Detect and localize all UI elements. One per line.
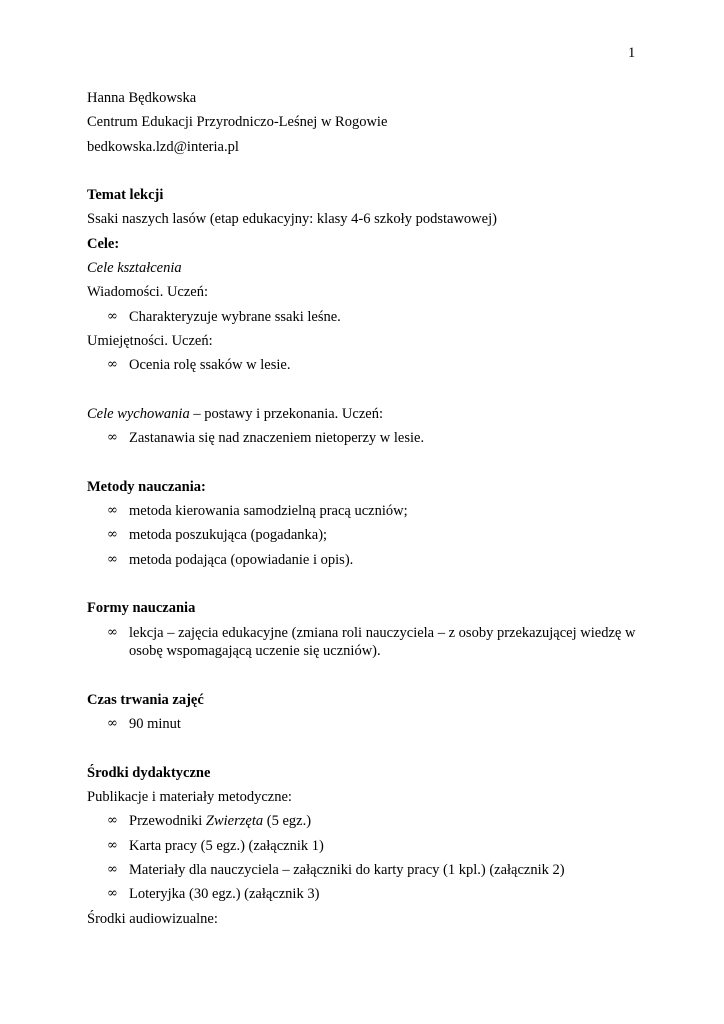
educational-goals-heading: Cele kształcenia (87, 260, 182, 277)
list-item-text: metoda podająca (opowiadanie i opis). (129, 551, 354, 568)
list-item (87, 353, 647, 377)
bullet-icon: ∞ (107, 813, 118, 829)
list-item-text-prefix: Przewodniki (129, 813, 206, 830)
list-item (87, 809, 647, 833)
bullet-icon: ∞ (107, 357, 118, 373)
resources-heading: Środki dydaktyczne (87, 764, 211, 781)
knowledge-label: Wiadomości. Uczeń: (87, 284, 209, 301)
list-item-text-suffix: (5 egz.) (263, 813, 312, 830)
spacer (87, 378, 647, 402)
list-item-text: Karta pracy (5 egz.) (załącznik 1) (129, 837, 324, 854)
list-item-text: Materiały dla nauczyciela – załączniki do karty pracy (1 kpl.) (załącznik 2) (129, 861, 565, 878)
bullet-icon: ∞ (107, 624, 118, 640)
bullet-icon: ∞ (107, 716, 118, 732)
author-institution: Centrum Edukacji Przyrodniczo-Leśnej w Rogowie (87, 114, 388, 131)
bullet-icon: ∞ (107, 308, 118, 324)
list-item (87, 882, 647, 906)
list-item-text-italic: Zwierzęta (205, 813, 264, 830)
list-item (87, 426, 647, 450)
upbringing-goals-heading: Cele wychowania (87, 405, 190, 422)
page-number: 1 (628, 45, 636, 61)
spacer (87, 664, 647, 688)
list-item (87, 548, 647, 572)
list-item-text: 90 minut (129, 716, 181, 733)
topic-heading: Temat lekcji (87, 187, 164, 204)
list-item-text: Loteryjka (30 egz.) (załącznik 3) (129, 886, 320, 903)
bullet-icon: ∞ (107, 861, 118, 877)
upbringing-goals-rest: – postawy i przekonania. Uczeń: (189, 405, 383, 422)
bullet-icon: ∞ (107, 551, 118, 567)
list-item-text: metoda poszukująca (pogadanka); (129, 527, 328, 544)
bullet-icon: ∞ (107, 527, 118, 543)
list-item (87, 305, 647, 329)
author-email: bedkowska.lzd@interia.pl (87, 138, 239, 155)
bullet-icon: ∞ (107, 886, 118, 902)
spacer (87, 450, 647, 474)
list-item-text: lekcja – zajęcia edukacyjne (zmiana roli nauczyciela – z osoby przekazującej wiedzę w osobę wspomagającą uczenie się uczniów). (129, 624, 636, 659)
list-item (87, 712, 647, 736)
spacer (87, 572, 647, 596)
topic-text: Ssaki naszych lasów (etap edukacyjny: klasy 4-6 szkoły podstawowej) (87, 211, 497, 228)
audiovisual-label: Środki audiowizualne: (87, 910, 218, 927)
list-item (87, 834, 647, 858)
duration-heading: Czas trwania zajęć (87, 691, 204, 708)
skills-label: Umiejętności. Uczeń: (87, 332, 213, 349)
bullet-icon: ∞ (107, 430, 118, 446)
list-item-text: Charakteryzuje wybrane ssaki leśne. (129, 308, 341, 325)
methods-heading: Metody nauczania: (87, 478, 206, 495)
goals-heading: Cele: (87, 235, 120, 252)
list-item (87, 858, 647, 882)
document-body (87, 86, 647, 931)
list-item (87, 621, 647, 664)
list-item (87, 523, 647, 547)
bullet-icon: ∞ (107, 503, 118, 519)
list-item-text: Ocenia rolę ssaków w lesie. (129, 357, 291, 374)
list-item-text: Zastanawia się nad znaczeniem nietoperzy w lesie. (129, 430, 425, 447)
publications-label: Publikacje i materiały metodyczne: (87, 789, 292, 806)
spacer (87, 736, 647, 760)
list-item-text: metoda kierowania samodzielną pracą uczniów; (129, 503, 408, 520)
list-item (87, 499, 647, 523)
author-name: Hanna Będkowska (87, 90, 197, 106)
spacer (87, 159, 647, 183)
forms-heading: Formy nauczania (87, 600, 196, 617)
bullet-icon: ∞ (107, 837, 118, 853)
upbringing-goals-label (87, 402, 647, 426)
